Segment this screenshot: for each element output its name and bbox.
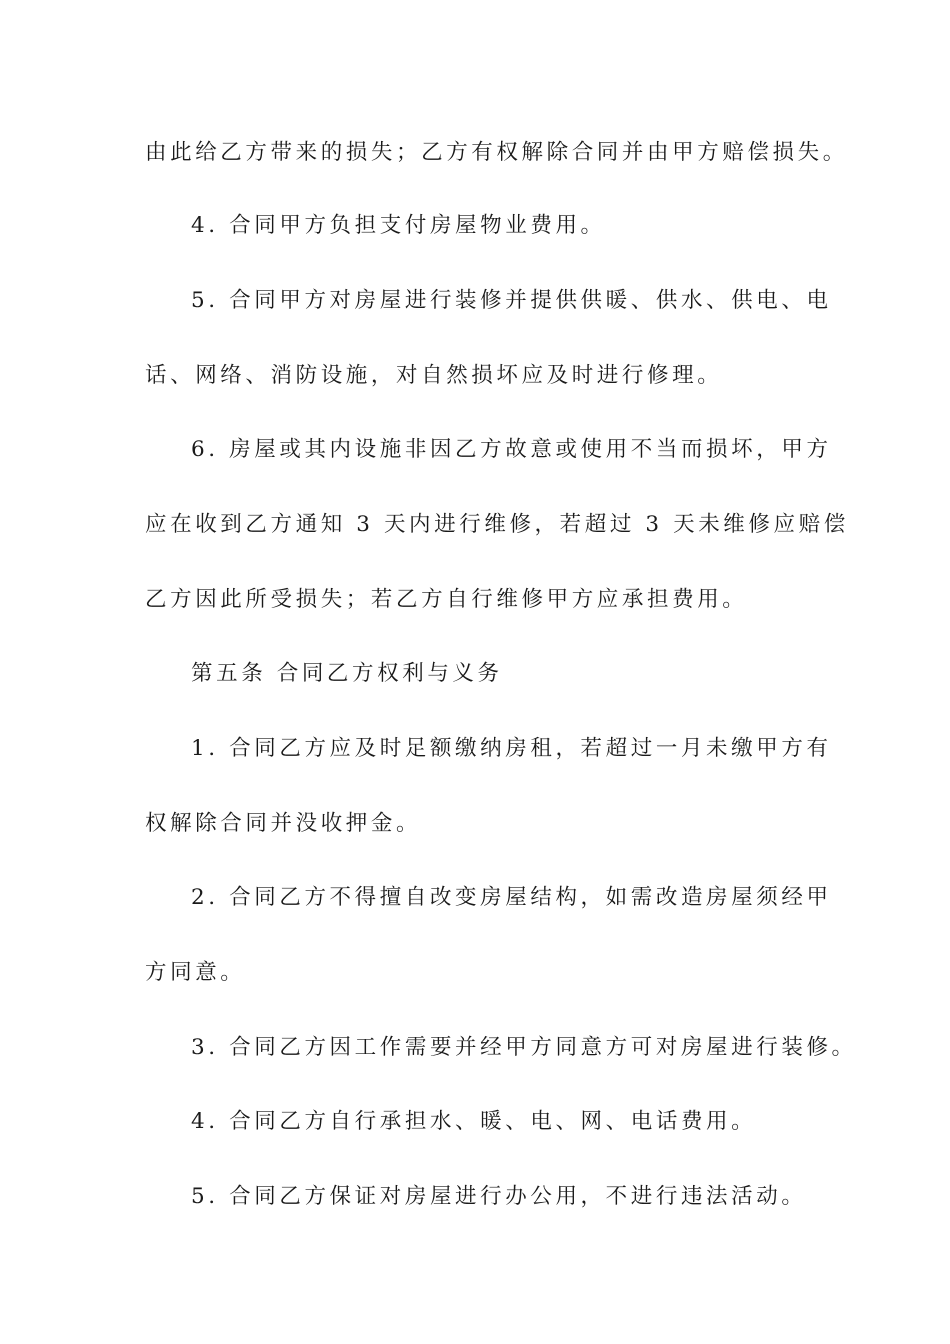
text-line: 6. 房屋或其内设施非因乙方故意或使用不当而损坏，甲方 — [191, 437, 832, 462]
text-line: 应在收到乙方通知 3 天内进行维修，若超过 3 天未维修应赔偿 — [145, 512, 849, 537]
text-line: 5. 合同甲方对房屋进行装修并提供供暖、供水、供电、电 — [191, 288, 832, 313]
text-line: 5. 合同乙方保证对房屋进行办公用，不进行违法活动。 — [191, 1184, 807, 1209]
text-line: 4. 合同甲方负担支付房屋物业费用。 — [191, 213, 606, 238]
text-line: 1. 合同乙方应及时足额缴纳房租，若超过一月未缴甲方有 — [191, 736, 832, 761]
text-line: 2. 合同乙方不得擅自改变房屋结构，如需改造房屋须经甲 — [191, 885, 832, 910]
text-line: 由此给乙方带来的损失；乙方有权解除合同并由甲方赔偿损失。 — [145, 140, 848, 165]
text-line: 3. 合同乙方因工作需要并经甲方同意方可对房屋进行装修。 — [191, 1035, 857, 1060]
section-heading: 第五条 合同乙方权利与义务 — [191, 661, 503, 686]
text-line: 乙方因此所受损失；若乙方自行维修甲方应承担费用。 — [145, 587, 748, 612]
text-line: 权解除合同并没收押金。 — [145, 811, 422, 836]
text-line: 方同意。 — [145, 960, 246, 985]
text-line: 话、网络、消防设施，对自然损坏应及时进行修理。 — [145, 363, 723, 388]
text-line: 4. 合同乙方自行承担水、暖、电、网、电话费用。 — [191, 1109, 757, 1134]
